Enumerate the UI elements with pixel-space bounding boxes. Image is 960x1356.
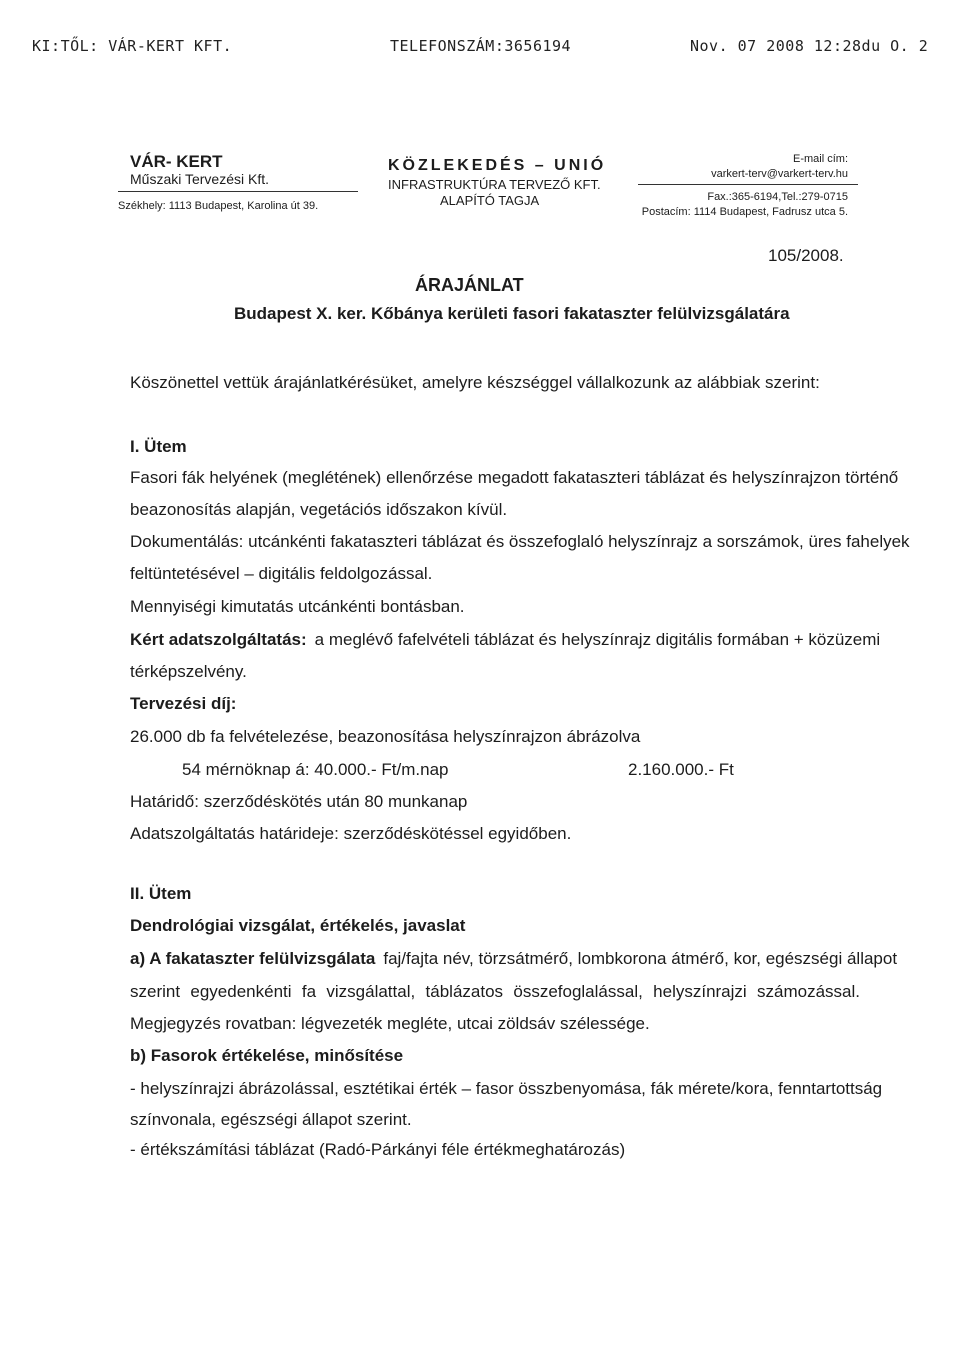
company-address: Székhely: 1113 Budapest, Karolina út 39.: [118, 200, 319, 212]
phase2-a-text: faj/fajta név, törzsátmérő, lombkorona átmérő, kor, egészségi állapot: [383, 949, 898, 968]
phase2-a-line2: szerint egyedenkénti fa vizsgálattal, táblázatos összefoglalással, helyszínrajzi számozással.: [130, 982, 860, 1001]
union-title: KÖZLEKEDÉS – UNIÓ: [388, 157, 607, 174]
service-text-line2: térképszelvény.: [130, 662, 247, 681]
engineer-days: 54 mérnöknap á: 40.000.- Ft/m.nap: [182, 760, 449, 779]
phase2-a-line: [130, 949, 898, 969]
phase1-paragraph2-line2: feltüntetésével – digitális feldolgozással.: [130, 564, 433, 583]
union-subtitle: INFRASTRUKTÚRA TERVEZŐ KFT.: [388, 177, 601, 192]
fee-description: 26.000 db fa felvételezése, beazonosítása helyszínrajzon ábrázolva: [130, 727, 641, 746]
phase2-b-line1: - helyszínrajzi ábrázolással, esztétikai érték – fasor összbenyomása, fák mérete/kora, fenntartottság: [130, 1079, 883, 1098]
company-subtitle: Műszaki Tervezési Kft.: [130, 171, 270, 187]
phase1-paragraph1-line2: beazonosítás alapján, vegetációs időszakon kívül.: [130, 500, 508, 519]
phase2-b-line3: - értékszámítási táblázat (Radó-Párkányi féle értékmeghatározás): [130, 1140, 626, 1159]
phase2-a-label: a) A fakataszter felülvizsgálata: [130, 949, 376, 968]
fax-datetime: Nov. 07 2008 12:28du O. 2: [690, 37, 929, 55]
phase1-heading: I. Ütem: [130, 437, 187, 456]
phase1-paragraph2-line1: Dokumentálás: utcánkénti fakataszteri táblázat és összefoglaló helyszínrajz a sorszámok, üres fahelyek: [130, 532, 910, 551]
phase1-service-line: [130, 630, 881, 650]
phase2-b-label: b) Fasorok értékelése, minősítése: [130, 1046, 404, 1065]
postal-address: Postacím: 1114 Budapest, Fadrusz utca 5.: [641, 206, 848, 218]
phase1-quantity-note: Mennyiségi kimutatás utcánkénti bontásban.: [130, 597, 465, 616]
email-address: varkert-terv@varkert-terv.hu: [711, 168, 848, 180]
document-title: ÁRAJÁNLAT: [415, 275, 524, 295]
union-member: ALAPÍTÓ TAGJA: [440, 193, 540, 208]
deadline: Határidő: szerződéskötés után 80 munkanap: [130, 792, 468, 811]
service-label: Kért adatszolgáltatás:: [130, 630, 307, 649]
phase2-a-line3: Megjegyzés rovatban: légvezeték megléte, utcai zöldsáv szélessége.: [130, 1014, 650, 1033]
fax-phone: TELEFONSZÁM:3656194: [390, 37, 572, 55]
service-text: a meglévő fafelvételi táblázat és helyszínrajz digitális formában + közüzemi: [314, 630, 881, 649]
fax-sender: KI:TŐL: VÁR-KERT KFT.: [32, 37, 233, 55]
intro-text: Köszönettel vettük árajánlatkérésüket, amelyre készséggel vállalkozunk az alábbiak szerint:: [130, 373, 820, 392]
phase2-b-line2: színvonala, egészségi állapot szerint.: [130, 1110, 412, 1129]
document-subject: Budapest X. ker. Kőbánya kerületi fasori fakataszter felülvizsgálatára: [234, 304, 790, 323]
fee-label: Tervezési díj:: [130, 694, 237, 713]
fee-amount: 2.160.000.- Ft: [628, 760, 734, 779]
company-name: VÁR- KERT: [130, 152, 223, 171]
phase2-subheading: Dendrológiai vizsgálat, értékelés, javaslat: [130, 916, 466, 935]
phase2-heading: II. Ütem: [130, 884, 192, 903]
document-number: 105/2008.: [768, 246, 844, 265]
fax-tel-numbers: Fax.:365-6194,Tel.:279-0715: [707, 191, 848, 203]
phase1-paragraph1-line1: Fasori fák helyének (meglétének) ellenőrzése megadott fakataszteri táblázat és helyszínrajzon történő: [130, 468, 899, 487]
email-label: E-mail cím:: [793, 153, 848, 165]
data-deadline: Adatszolgáltatás határideje: szerződéskötéssel egyidőben.: [130, 824, 572, 843]
letterhead-left-rule: [118, 191, 358, 192]
letterhead-right-rule: [638, 184, 858, 185]
